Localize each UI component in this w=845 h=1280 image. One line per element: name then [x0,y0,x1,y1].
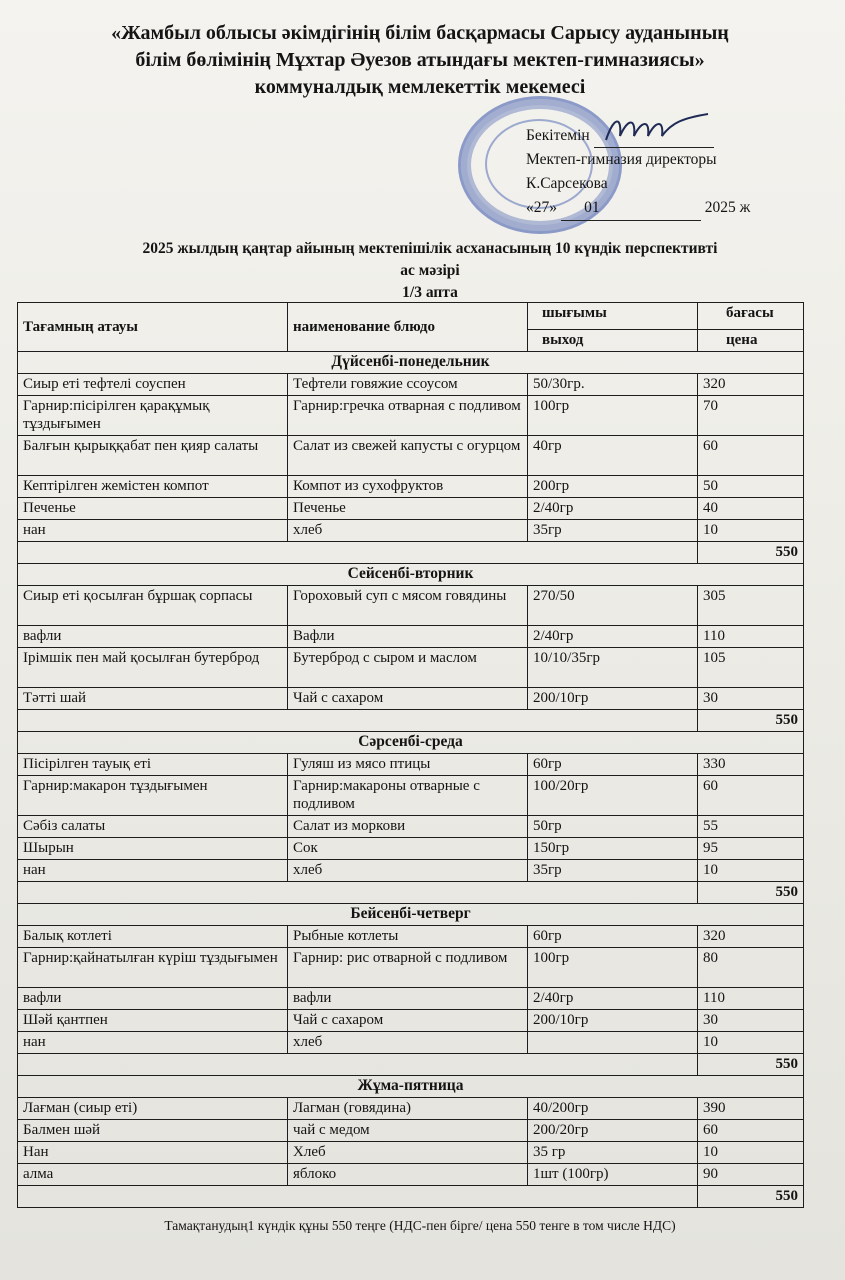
dish-output: 150гр [528,838,698,860]
dish-price: 80 [698,948,804,988]
dish-name-ru: хлеб [288,860,528,882]
day-total: 550 [698,542,804,564]
day-total-row [18,542,804,564]
day-title-row [18,564,804,586]
day-total-spacer [18,710,698,732]
dish-price: 110 [698,988,804,1010]
dish-output: 50/30гр. [528,374,698,396]
document-title [70,238,790,282]
dish-name-ru: Чай с сахаром [288,1010,528,1032]
header-line-3: коммуналдық мемлекеттік мекемесі [254,76,586,98]
table-row [18,1164,804,1186]
dish-output: 60гр [528,926,698,948]
dish-name-kz: Шырын [18,838,288,860]
dish-price: 10 [698,1032,804,1054]
document-title-line-1: 2025 жылдың қаңтар айының мектепішілік асханасының 10 күндік перспективті [142,240,718,257]
day-total-spacer [18,882,698,904]
table-row [18,586,804,626]
dish-output: 2/40гр [528,498,698,520]
header-output-kz: шығымы [528,303,698,330]
day-total-spacer [18,1186,698,1208]
dish-name-ru: Гуляш из мясо птицы [288,754,528,776]
header-name-ru: наименование блюдо [288,303,528,352]
table-row [18,1142,804,1164]
dish-name-kz: Балмен шәй [18,1120,288,1142]
dish-output: 100гр [528,396,698,436]
header-name-kz: Тағамның атауы [18,303,288,352]
dish-output: 10/10/35гр [528,648,698,688]
dish-name-ru: Гарнир: рис отварной с подливом [288,948,528,988]
dish-name-ru: Сок [288,838,528,860]
dish-name-kz: Гарнир:макарон тұздығымен [18,776,288,816]
approval-title-row [526,124,786,148]
day-title-row [18,352,804,374]
signature-line [594,129,714,148]
dish-name-ru: Гарнир:гречка отварная с подливом [288,396,528,436]
table-row [18,1010,804,1032]
dish-price: 50 [698,476,804,498]
dish-name-kz: алма [18,1164,288,1186]
day-total: 550 [698,1186,804,1208]
dish-name-kz: Балғын қырыққабат пен қияр салаты [18,436,288,476]
approval-date [526,196,786,221]
dish-price: 390 [698,1098,804,1120]
dish-name-ru: Тефтели говяжие ссоусом [288,374,528,396]
header-line-1: «Жамбыл облысы әкімдігінің білім басқармасы Сарысу ауданының [111,22,729,44]
table-row [18,860,804,882]
day-title: Бейсенбі-четверг [18,904,804,926]
dish-name-ru: хлеб [288,1032,528,1054]
table-row [18,648,804,688]
dish-output: 100/20гр [528,776,698,816]
dish-name-ru: Лагман (говядина) [288,1098,528,1120]
dish-output: 35 гр [528,1142,698,1164]
table-row [18,626,804,648]
day-total-row [18,882,804,904]
dish-name-kz: Сиыр еті қосылған бұршақ сорпасы [18,586,288,626]
dish-name-kz: Гарнир:пісірілген қарақұмық тұздығымен [18,396,288,436]
approval-position: Мектеп-гимназия директоры [526,151,717,168]
day-title: Сәрсенбі-среда [18,732,804,754]
week-label: 1/3 апта [402,284,458,301]
dish-output: 200/10гр [528,688,698,710]
table-row [18,396,804,436]
header-price-ru: цена [698,330,804,352]
approval-block [526,124,786,221]
dish-name-ru: Хлеб [288,1142,528,1164]
day-total: 550 [698,882,804,904]
dish-name-kz: Пісірілген тауық еті [18,754,288,776]
dish-name-kz: Лағман (сиыр еті) [18,1098,288,1120]
table-row [18,838,804,860]
day-total-row [18,1186,804,1208]
dish-price: 105 [698,648,804,688]
header-line-2: білім бөлімінің Мұхтар Әуезов атындағы мектеп-гимназиясы» [135,49,705,71]
table-row [18,816,804,838]
day-total-spacer [18,1054,698,1076]
dish-price: 60 [698,776,804,816]
dish-output: 1шт (100гр) [528,1164,698,1186]
dish-name-ru: Гороховый суп с мясом говядины [288,586,528,626]
dish-output: 200/20гр [528,1120,698,1142]
dish-name-ru: чай с медом [288,1120,528,1142]
dish-name-ru: Салат из моркови [288,816,528,838]
dish-name-kz: вафли [18,988,288,1010]
day-total-spacer [18,542,698,564]
header-price-kz: бағасы [698,303,804,330]
dish-output: 50гр [528,816,698,838]
dish-price: 10 [698,860,804,882]
dish-price: 55 [698,816,804,838]
dish-name-ru: вафли [288,988,528,1010]
dish-price: 30 [698,688,804,710]
dish-name-kz: Шәй қантпен [18,1010,288,1032]
dish-output: 35гр [528,860,698,882]
dish-name-ru: Бутерброд с сыром и маслом [288,648,528,688]
dish-price: 110 [698,626,804,648]
table-row [18,988,804,1010]
dish-name-kz: вафли [18,626,288,648]
dish-name-kz: Нан [18,1142,288,1164]
menu-table-body [18,303,804,1208]
day-title-row [18,732,804,754]
dish-name-ru: Гарнир:макароны отварные с подливом [288,776,528,816]
approval-date-line [561,196,701,221]
dish-name-ru: Печенье [288,498,528,520]
dish-output: 2/40гр [528,988,698,1010]
approval-date-year: 2025 ж [704,199,751,216]
dish-price: 320 [698,926,804,948]
header-output-ru: выход [528,330,698,352]
dish-price: 10 [698,520,804,542]
dish-name-kz: Кептірілген жемістен компот [18,476,288,498]
dish-price: 60 [698,436,804,476]
dish-name-kz: нан [18,860,288,882]
dish-name-kz: Сәбіз салаты [18,816,288,838]
footer-note: Тамақтанудың1 күндік құны 550 теңге (НДС-пен бірге/ цена 550 тенге в том числе НДС) [164,1218,676,1233]
dish-name-ru: Компот из сухофруктов [288,476,528,498]
table-row [18,1032,804,1054]
table-row [18,1120,804,1142]
dish-price: 30 [698,1010,804,1032]
dish-price: 305 [698,586,804,626]
day-title: Жұма-пятница [18,1076,804,1098]
dish-output [528,1032,698,1054]
table-row [18,948,804,988]
dish-name-kz: Гарнир:қайнатылған күріш тұздығымен [18,948,288,988]
dish-name-kz: Сиыр еті тефтелі соуспен [18,374,288,396]
dish-name-kz: Балық котлеті [18,926,288,948]
day-title-row [18,1076,804,1098]
dish-name-ru: Салат из свежей капусты с огурцом [288,436,528,476]
dish-price: 10 [698,1142,804,1164]
document-title-line-2: ас мәзірі [400,262,460,279]
dish-price: 330 [698,754,804,776]
day-total: 550 [698,710,804,732]
dish-output: 40гр [528,436,698,476]
day-title-row [18,904,804,926]
dish-price: 95 [698,838,804,860]
dish-name-ru: яблоко [288,1164,528,1186]
dish-price: 60 [698,1120,804,1142]
day-title: Сейсенбі-вторник [18,564,804,586]
dish-price: 40 [698,498,804,520]
table-row [18,436,804,476]
table-row [18,754,804,776]
approval-name: К.Сарсекова [526,175,608,192]
dish-name-kz: нан [18,520,288,542]
dish-output: 270/50 [528,586,698,626]
dish-name-kz: нан [18,1032,288,1054]
approval-date-month: 01 [584,199,600,216]
dish-output: 200/10гр [528,1010,698,1032]
table-row [18,688,804,710]
dish-price: 70 [698,396,804,436]
dish-price: 90 [698,1164,804,1186]
dish-name-kz: Тәтті шай [18,688,288,710]
dish-output: 2/40гр [528,626,698,648]
dish-price: 320 [698,374,804,396]
approval-title: Бекітемін [526,127,590,144]
table-header-row [18,303,804,330]
dish-output: 40/200гр [528,1098,698,1120]
dish-output: 35гр [528,520,698,542]
approval-date-day: «27» [526,199,557,216]
dish-name-kz: Ірімшік пен май қосылған бутерброд [18,648,288,688]
dish-name-ru: Вафли [288,626,528,648]
day-total-row [18,1054,804,1076]
menu-table [17,302,804,1208]
table-row [18,776,804,816]
table-row [18,1098,804,1120]
table-row [18,374,804,396]
day-title: Дүйсенбі-понедельник [18,352,804,374]
dish-output: 100гр [528,948,698,988]
organization-header [40,20,800,101]
table-row [18,520,804,542]
dish-output: 200гр [528,476,698,498]
day-total: 550 [698,1054,804,1076]
dish-name-ru: Чай с сахаром [288,688,528,710]
day-total-row [18,710,804,732]
table-row [18,476,804,498]
dish-name-kz: Печенье [18,498,288,520]
dish-name-ru: Рыбные котлеты [288,926,528,948]
dish-name-ru: хлеб [288,520,528,542]
table-row [18,498,804,520]
dish-output: 60гр [528,754,698,776]
table-row [18,926,804,948]
